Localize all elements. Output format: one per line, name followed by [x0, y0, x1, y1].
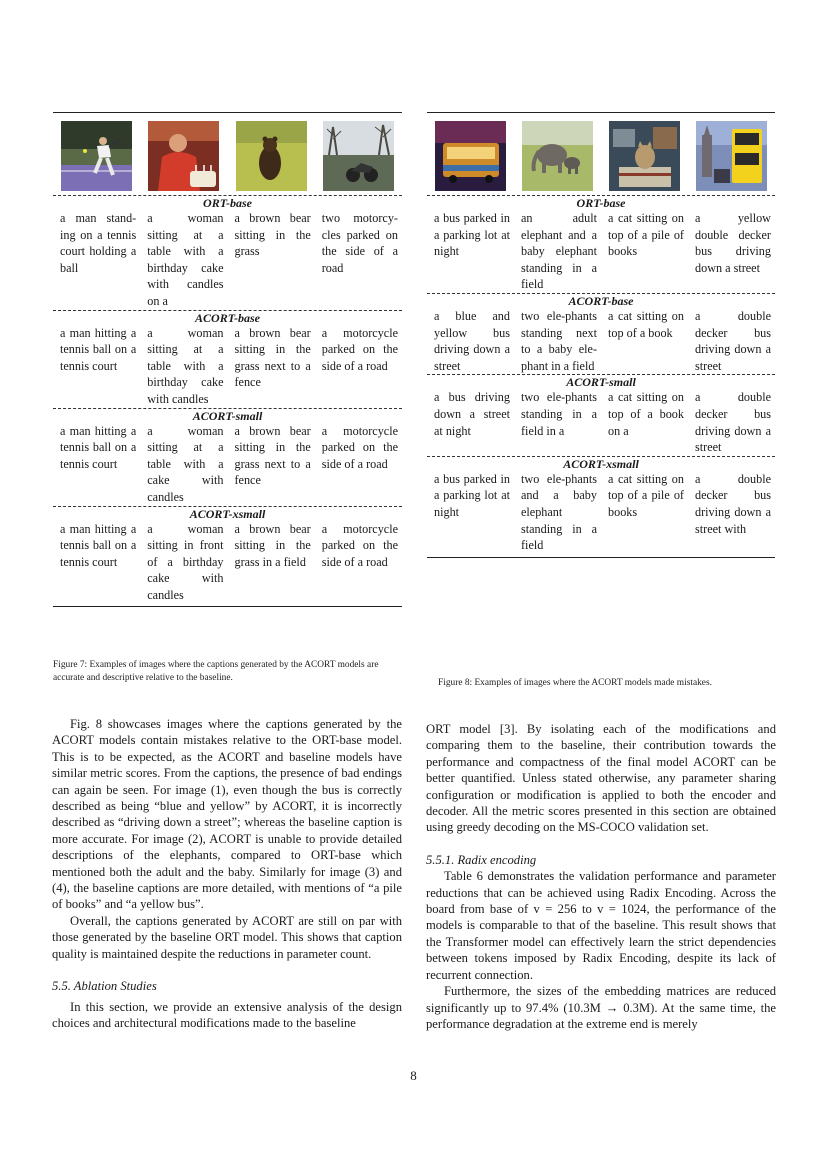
- caption-cell: two ele-phants and a baby elephant standing in a field: [521, 471, 597, 553]
- left-column: [52, 716, 402, 1031]
- paragraph: Fig. 8 showcases images where the captions generated by the ACORT models contain mistakes relative to the ORT-base model. This is to be expected, as the ACORT and baseline models have similar metric scores. From the captions, the presence of bad endings can again be seen. For image (1), even though the bus is correctly described as being “blue and yellow” by ACORT, it is incorrectly described as “driving down a street”; whereas the baseline caption is more accurate. For image (2), ACORT is unable to provide detailed descriptions of the elephants, compared to ORT-base which mentioned both the adult and the baby. Similarly for image (3) and (4), the baseline captions are more detailed, with mentions of “a pile of books” and “a yellow bus”.: [52, 717, 402, 912]
- paragraph: In this section, we provide an extensive analysis of the design choices and architectural modifications made to the baseline: [52, 999, 402, 1030]
- caption-row: [53, 325, 402, 408]
- figure-7-table: [53, 112, 402, 607]
- paragraph: ORT model [3]. By isolating each of the modifications and comparing them to the baseline, their contribution towards the performance and compactness of the final model ACORT can be better quantified. Unless stated otherwise, any parameter sharing configuration or modification is applied to both the encoder and decoder. All the metric scores presented in this section are obtained using greedy decoding on the MS-COCO validation set.: [426, 722, 776, 835]
- caption-cell: a double decker bus driving down a street: [695, 390, 771, 455]
- caption-cell: a motorcycle parked on the side of a road: [321, 423, 398, 471]
- caption-cell: a yellow double decker bus driving down a street: [695, 211, 771, 275]
- paragraph: Overall, the captions generated by ACORT are still on par with those generated by the baseline ORT model. This shows that caption quality is maintained despite the reductions in parameter count.: [52, 913, 402, 961]
- caption-cell: a cat sitting on top of a pile of books: [608, 471, 684, 519]
- caption-cell: a man hitting a tennis ball on a tennis court: [60, 325, 137, 373]
- caption-cell: a cat sitting on top of a book on a: [608, 390, 684, 438]
- caption-cell: a motorcycle parked on the side of a road: [321, 325, 398, 373]
- section-heading: 5.5. Ablation Studies: [52, 979, 157, 994]
- caption-cell: a woman sitting at a table with a birthday cake with candles on a: [147, 211, 224, 308]
- caption-cell: a woman sitting at a table with a birthday cake with candles: [147, 325, 224, 406]
- caption-cell: a man hitting a tennis ball on a tennis court: [60, 423, 137, 471]
- paragraph: Table 6 demonstrates the validation performance and parameter reductions that can be achieved using Radix Encoding. Across the board from base of v = 256 to v = 1024, the performance of the models is comparable to that of the baseline. This result shows that the Transformer model can effectively learn the strict dependencies between tokens imposed by Radix Encoding, despite its lack of recurrent connection.: [426, 869, 776, 982]
- caption-cell: a bus parked in a parking lot at night: [434, 471, 510, 519]
- figure-7-image-row: [53, 113, 402, 195]
- figure-8-caption: Figure 8: Examples of images where the ACORT models made mistakes.: [438, 678, 712, 688]
- caption-cell: a woman sitting at a table with a cake with candles: [147, 423, 224, 504]
- caption-row: [53, 423, 402, 506]
- double-decker-bus-image: [696, 121, 767, 191]
- caption-cell: a man stand-ing on a tennis court holding a ball: [60, 211, 137, 275]
- right-column: [426, 721, 776, 1032]
- caption-cell: a woman sitting in front of a birthday cake with candles: [147, 521, 224, 602]
- elephants-image: [522, 121, 593, 191]
- bus-night-image: [435, 121, 506, 191]
- bottom-rule: [427, 557, 775, 558]
- model-label: ACORT-base: [568, 293, 634, 308]
- caption-cell: a bus parked in a parking lot at night: [434, 211, 510, 259]
- bottom-rule: [53, 606, 402, 607]
- figure-7-caption: Figure 7: Examples of images where the captions generated by the ACORT models are accurate and descriptive relative to the baseline.: [53, 660, 379, 683]
- model-label: ACORT-small: [566, 375, 636, 390]
- caption-cell: an adult elephant and a baby elephant standing in a field: [521, 211, 597, 292]
- cat-books-image: [609, 121, 680, 191]
- caption-cell: a blue and yellow bus driving down a street: [434, 308, 510, 373]
- caption-cell: a brown bear sitting in the grass: [234, 211, 311, 259]
- caption-row: [427, 308, 775, 374]
- paragraph: Furthermore, the sizes of the embedding matrices are reduced significantly up to 97.4% (10.3M → 0.3M). At the same time, the performance degradation at the extreme end is merely: [426, 984, 776, 1031]
- caption-cell: two ele-phants standing next to a baby ele-phant in a field: [521, 308, 597, 373]
- model-label: ACORT-base: [195, 310, 260, 325]
- model-label: ACORT-xsmall: [563, 456, 639, 471]
- model-label: ACORT-small: [192, 408, 263, 423]
- caption-cell: a brown bear sitting in the grass next to a fence: [234, 325, 311, 390]
- caption-cell: a cat sitting on top of a book: [608, 308, 684, 340]
- model-label: ACORT-xsmall: [189, 506, 266, 521]
- caption-cell: a motorcycle parked on the side of a road: [321, 521, 398, 569]
- figure-8-image-row: [427, 113, 775, 195]
- caption-cell: a man hitting a tennis ball on a tennis court: [60, 521, 137, 569]
- page-number: 8: [410, 1068, 417, 1083]
- caption-cell: a bus driving down a street at night: [434, 390, 510, 438]
- birthday-cake-image: [148, 121, 219, 191]
- caption-row: [427, 210, 775, 293]
- model-label: ORT-base: [203, 196, 252, 210]
- caption-cell: two ele-phants standing in a field in a: [521, 390, 597, 438]
- tennis-player-image: [61, 121, 132, 191]
- caption-cell: two motorcy-cles parked on the side of a road: [321, 211, 398, 275]
- caption-cell: a brown bear sitting in the grass next to a fence: [234, 423, 311, 488]
- caption-cell: a double decker bus driving down a street: [695, 308, 771, 373]
- figure-8-table: [427, 112, 775, 558]
- caption-row: [53, 210, 402, 310]
- caption-cell: a cat sitting on top of a pile of books: [608, 211, 684, 259]
- caption-row: [427, 389, 775, 455]
- model-label: ORT-base: [576, 196, 626, 210]
- caption-cell: a double decker bus driving down a street with: [695, 471, 771, 536]
- caption-row: [427, 471, 775, 554]
- motorcycles-image: [323, 121, 394, 191]
- subsection-heading: 5.5.1. Radix encoding: [426, 852, 537, 867]
- caption-row: [53, 521, 402, 604]
- caption-cell: a brown bear sitting in the grass in a field: [234, 521, 311, 569]
- brown-bear-image: [236, 121, 307, 191]
